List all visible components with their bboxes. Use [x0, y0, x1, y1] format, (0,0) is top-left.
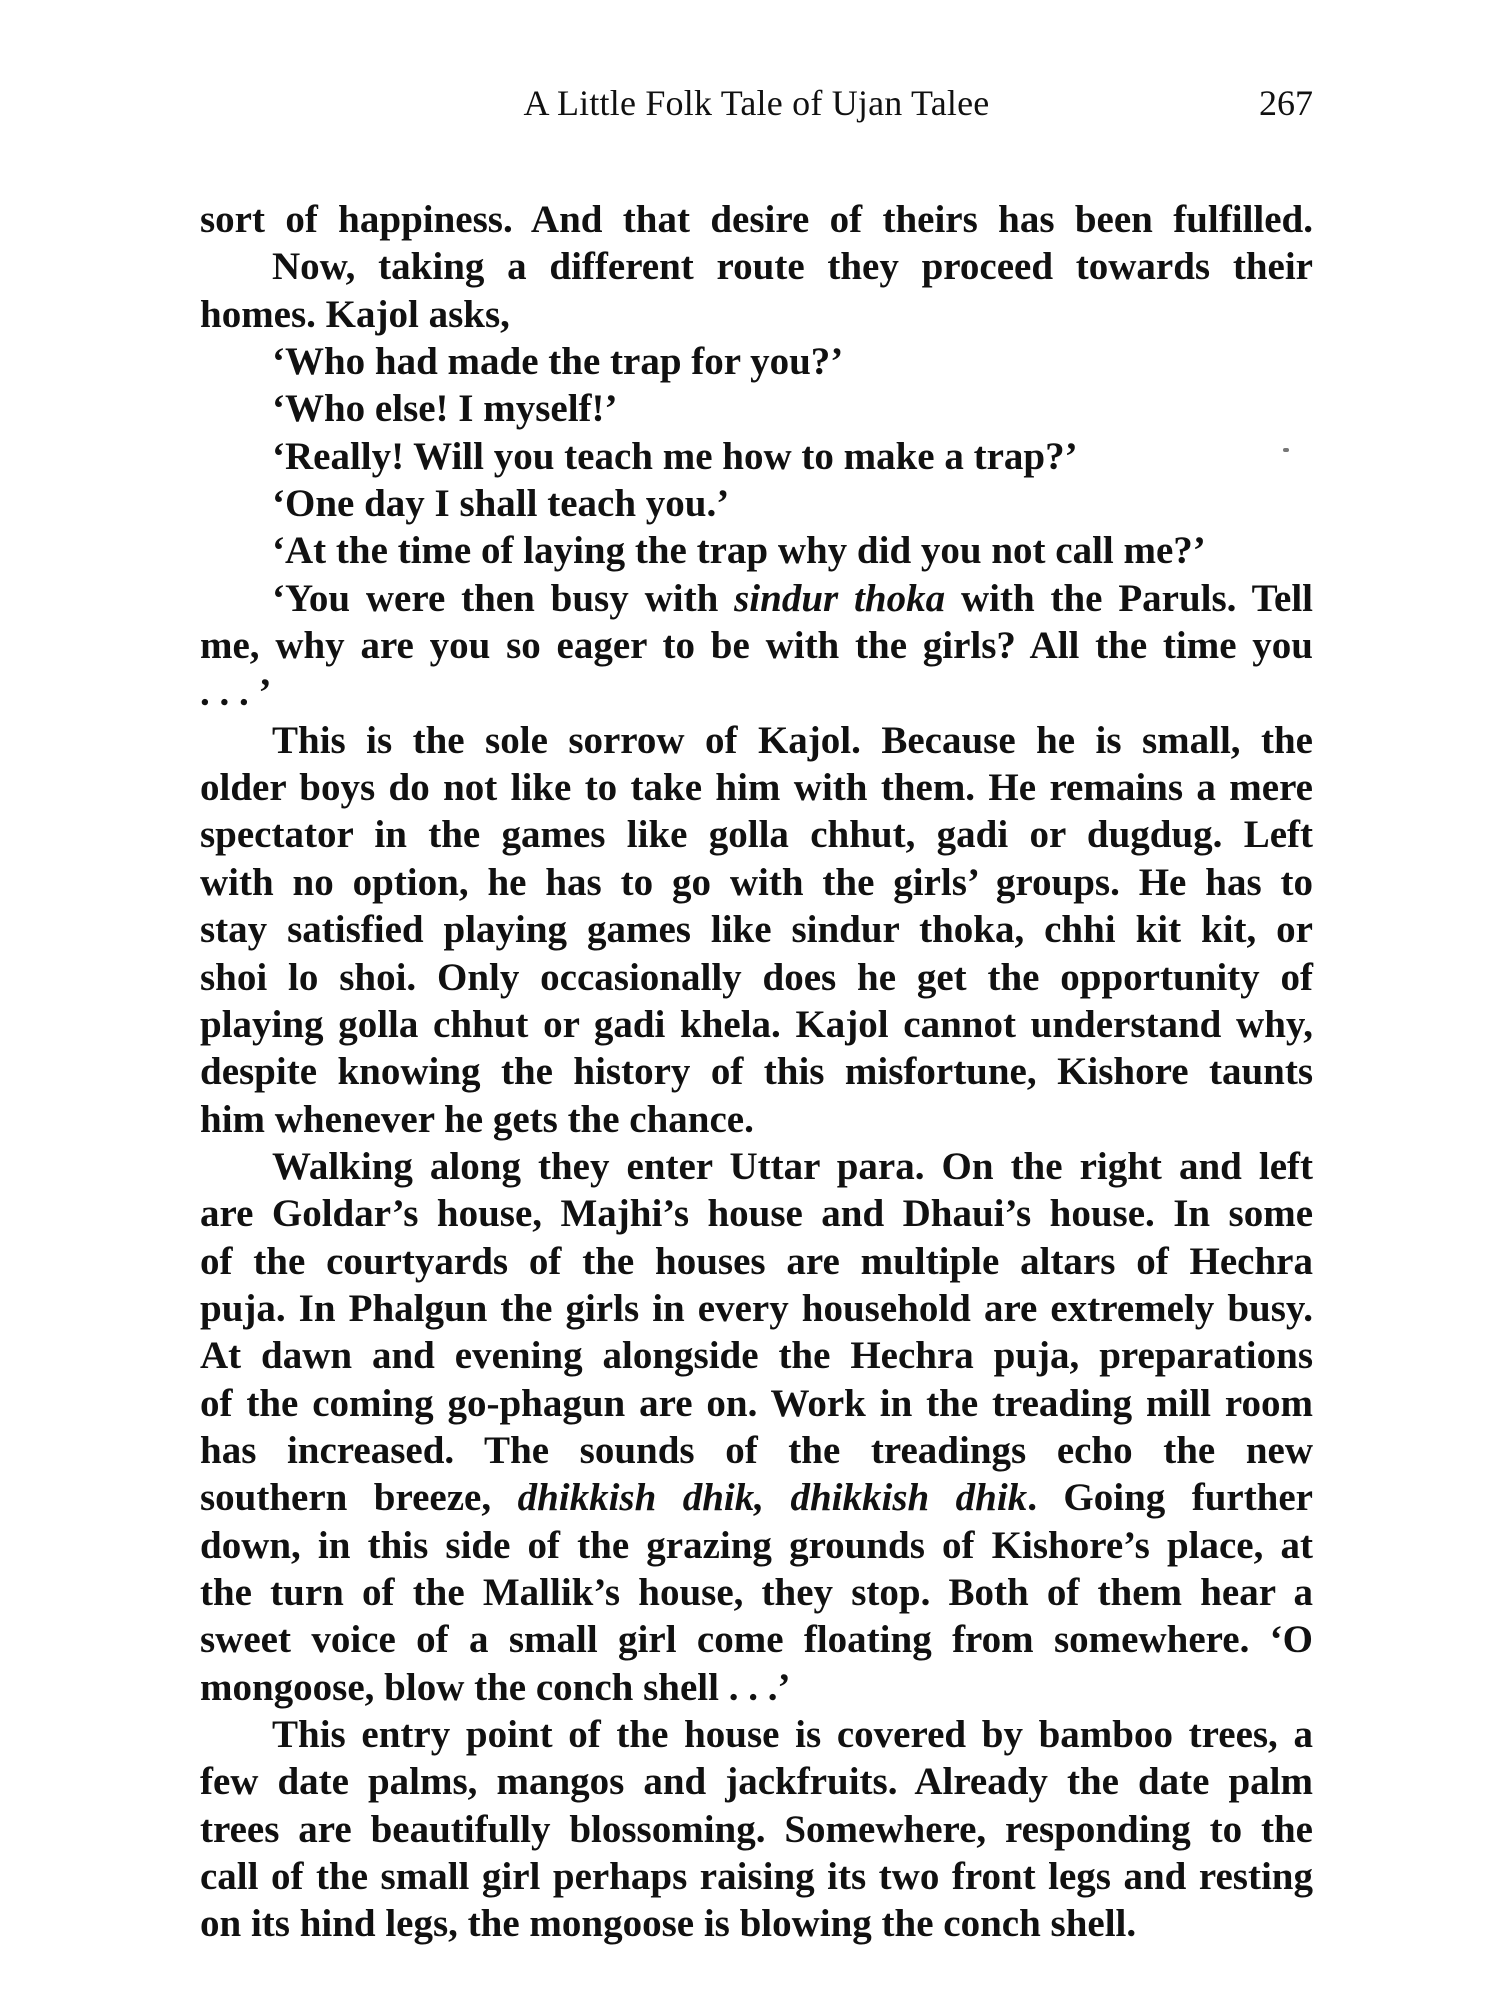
text-line: ‘Who had made the trap for you?’	[272, 340, 844, 384]
text-line: ‘At the time of laying the trap why did you not call me?’	[272, 529, 1206, 573]
text-line: despite knowing the history of this misfortune, Kishore taunts	[200, 1050, 1313, 1094]
text-line: spectator in the games like golla chhut, gadi or dugdug. Left	[200, 813, 1313, 857]
text-line: ‘Who else! I myself!’	[272, 387, 618, 431]
text-run: . Going further	[1027, 1476, 1313, 1520]
text-line: has increased. The sounds of the treadings echo the new	[200, 1428, 1313, 1472]
text-line: This is the sole sorrow of Kajol. Because he is small, the	[272, 718, 1313, 762]
body-text	[200, 196, 1313, 1948]
text-line: trees are beautifully blossoming. Somewhere, responding to the	[200, 1807, 1313, 1851]
running-header	[200, 78, 1313, 128]
running-title: A Little Folk Tale of Ujan Talee	[523, 83, 990, 123]
text-line: few date palms, mangos and jackfruits. Already the date palm	[200, 1760, 1313, 1804]
text-line: me, why are you so eager to be with the girls? All the time you	[200, 624, 1313, 668]
text-line: the turn of the Mallik’s house, they stop. Both of them hear a	[200, 1570, 1313, 1614]
text-line: playing golla chhut or gadi khela. Kajol cannot understand why,	[200, 1002, 1313, 1046]
text-line: of the coming go-phagun are on. Work in the treading mill room	[200, 1381, 1313, 1425]
text-line: . . . ’	[200, 671, 272, 715]
text-line: with no option, he has to go with the girls’ groups. He has to	[200, 860, 1313, 904]
text-line: are Goldar’s house, Majhi’s house and Dhaui’s house. In some	[200, 1192, 1313, 1236]
text-line: shoi lo shoi. Only occasionally does he get the opportunity of	[200, 955, 1313, 999]
text-run: southern breeze,	[200, 1476, 518, 1520]
text-line: ‘One day I shall teach you.’	[272, 482, 730, 526]
text-line: sort of happiness. And that desire of theirs has been fulfilled.	[200, 198, 1313, 241]
text-line: This entry point of the house is covered by bamboo trees, a	[272, 1713, 1313, 1756]
text-line: stay satisfied playing games like sindur thoka, chhi kit kit, or	[200, 908, 1313, 952]
text-line: older boys do not like to take him with them. He remains a mere	[200, 766, 1313, 810]
text-line: puja. In Phalgun the girls in every household are extremely busy.	[200, 1286, 1313, 1330]
text-line	[200, 575, 1313, 622]
text-line: ‘Really! Will you teach me how to make a trap?’	[272, 434, 1078, 478]
text-line: sweet voice of a small girl come floating from somewhere. ‘O	[200, 1618, 1313, 1662]
scan-speck	[1283, 448, 1289, 452]
text-run: with the Paruls. Tell	[945, 576, 1313, 620]
text-line: call of the small girl perhaps raising its two front legs and resting	[200, 1855, 1313, 1899]
text-line: of the courtyards of the houses are multiple altars of Hechra	[200, 1239, 1313, 1283]
text-line: mongoose, blow the conch shell . . .’	[200, 1665, 791, 1709]
text-line: Now, taking a different route they proceed towards their	[272, 245, 1313, 289]
text-line: homes. Kajol asks,	[200, 292, 510, 336]
text-line: Walking along they enter Uttar para. On the right and left	[272, 1144, 1313, 1188]
text-line	[200, 1474, 1313, 1521]
italic-term: dhikkish dhik, dhikkish dhik	[517, 1476, 1028, 1520]
text-line: down, in this side of the grazing grounds of Kishore’s place, at	[200, 1523, 1313, 1567]
text-line: on its hind legs, the mongoose is blowing the conch shell.	[200, 1902, 1137, 1946]
italic-term: sindur thoka	[734, 576, 946, 620]
text-line: him whenever he gets the chance.	[200, 1097, 754, 1141]
text-line: At dawn and evening alongside the Hechra puja, preparations	[200, 1334, 1313, 1378]
page-number: 267	[1259, 83, 1313, 123]
text-run: ‘You were then busy with	[272, 576, 735, 620]
